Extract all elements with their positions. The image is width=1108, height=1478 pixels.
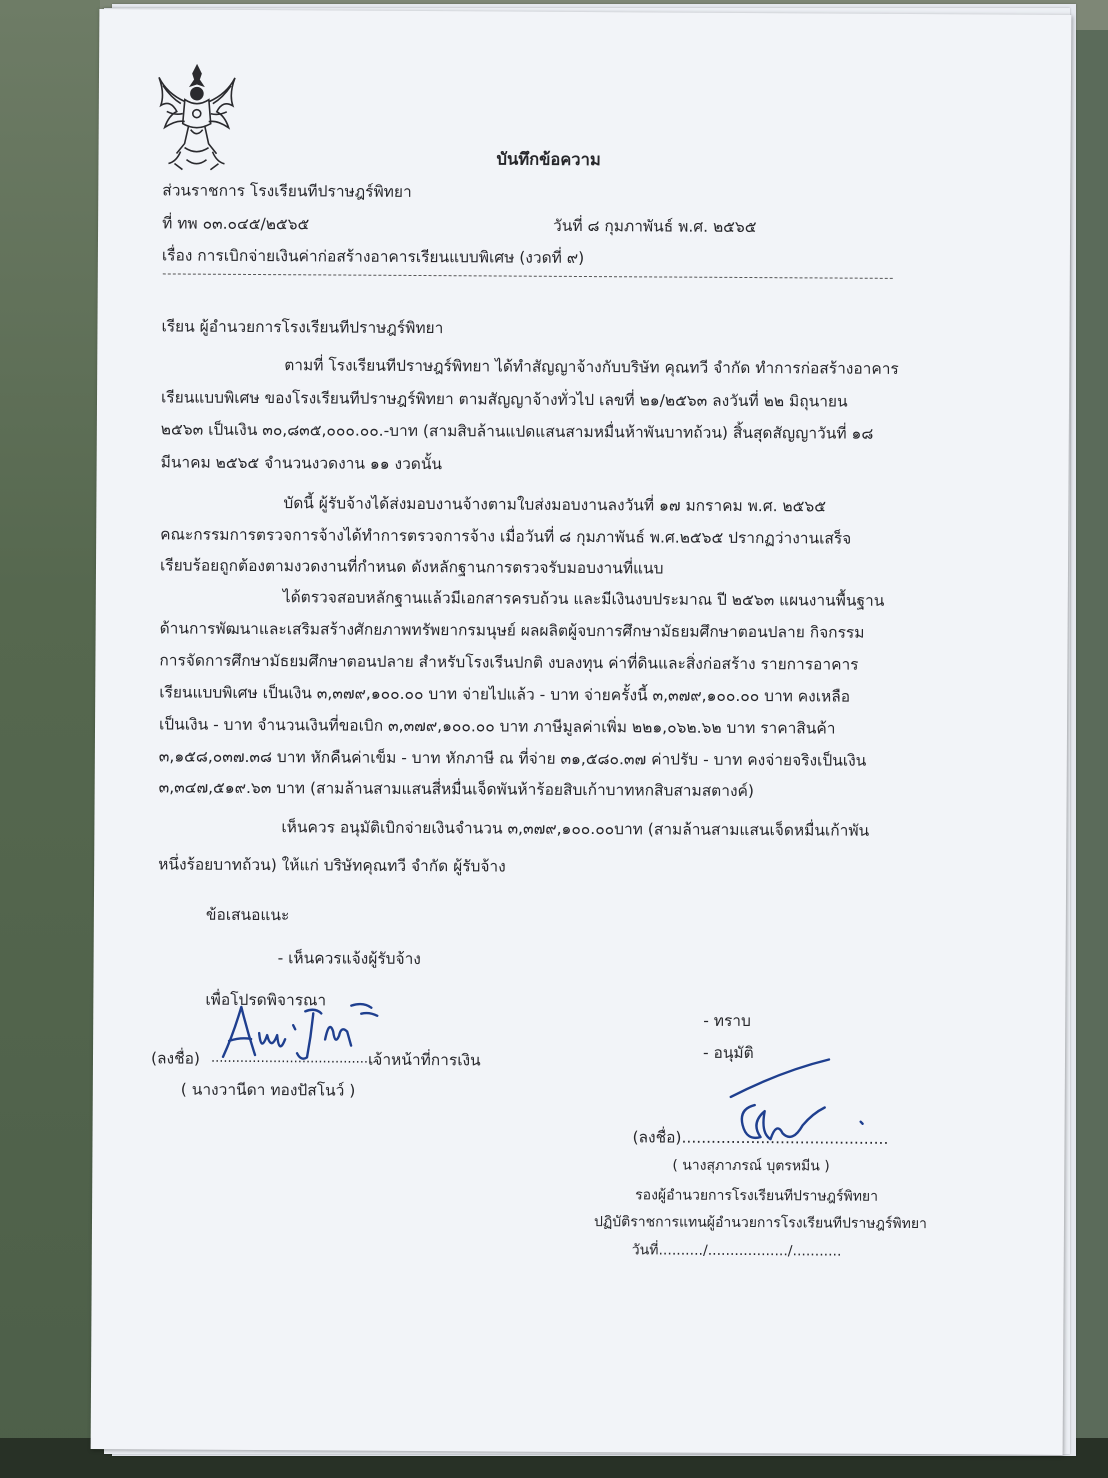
left-sign-position: เจ้าหน้าที่การเงิน: [367, 1050, 481, 1070]
para4-line2: หนึ่งร้อยบาทถ้วน) ให้แก่ บริษัทคุณทวี จำกัด ผู้รับจ้าง: [158, 855, 506, 876]
header-divider: [163, 273, 893, 278]
para3-line4: เรียนแบบพิเศษ เป็นเงิน ๓,๓๗๙,๑๐๐.๐๐ บาท จ่ายไปแล้ว - บาท จ่ายครั้งนี้ ๓,๓๗๙,๑๐๐.๐๐ บาท คงเหลือ: [159, 683, 851, 706]
memo-date: วันที่ ๘ กุมภาพันธ์ พ.ศ. ๒๕๖๕: [553, 216, 757, 237]
recommend-heading: ข้อเสนอแนะ: [205, 905, 290, 925]
closing-line: เพื่อโปรดพิจารณา: [205, 990, 327, 1010]
left-sign-name: ( นางวานีดา ทองปัสโนว์ ): [180, 1080, 356, 1100]
right-sign-line: (ลงชื่อ)..........................................: [632, 1128, 889, 1148]
para2-line3: เรียบร้อยถูกต้องตามงวดงานที่กำหนด ดังหลักฐานการตรวจรับมอบงานที่แนบ: [159, 556, 664, 578]
salutation: เรียน ผู้อำนวยการโรงเรียนทีปราษฎร์พิทยา: [161, 317, 444, 338]
right-sign-position-1: รองผู้อำนวยการโรงเรียนทีปราษฎร์พิทยา: [635, 1187, 879, 1205]
para2-line1: บัดนี้ ผู้รับจ้างได้ส่งมอบงานจ้างตามใบส่งมอบงานลงวันที่ ๑๗ มกราคม พ.ศ. ๒๕๖๕: [283, 494, 827, 516]
memo-document: [91, 9, 1072, 1455]
para3-line1: ได้ตรวจสอบหลักฐานแล้วมีเอกสารครบถ้วน และมีเงินงบประมาณ ปี ๒๕๖๓ แผนงานพื้นฐาน: [282, 588, 885, 610]
reference-number: ที่ ทพ ๐๓.๐๔๕/๒๕๖๕: [162, 214, 310, 234]
para1-line2: เรียนแบบพิเศษ ของโรงเรียนทีปราษฎร์พิทยา ตามสัญญาจ้างทั่วไป เลขที่ ๒๑/๒๕๖๓ ลงวันที่ ๒๒ มิถุนายน: [160, 388, 848, 411]
right-sign-position-2: ปฏิบัติราชการแทนผู้อำนวยการโรงเรียนทีปราษฎร์พิทยา: [593, 1214, 927, 1233]
para2-line2: คณะกรรมการตรวจการจ้างได้ทำการตรวจการจ้าง เมื่อวันที่ ๘ กุมภาพันธ์ พ.ศ.๒๕๖๕ ปรากฏว่างานเสร็จ: [160, 525, 852, 548]
para3-line3: การจัดการศึกษามัธยมศึกษาตอนปลาย สำหรับโรงเรีนปกติ งบลงทุน ค่าที่ดินและสิ่งก่อสร้าง รายการอาคาร: [159, 651, 859, 674]
option-approve: - อนุมัติ: [702, 1043, 754, 1063]
memo-title: บันทึกข้อความ: [496, 149, 601, 170]
background-left: [0, 0, 100, 1478]
option-acknowledge: - ทราบ: [703, 1011, 751, 1031]
para4-line1: เห็นควร อนุมัติเบิกจ่ายเงินจำนวน ๓,๓๗๙,๑๐๐.๐๐บาท (สามล้านสามแสนเจ็ดหมื่นเก้าพัน: [281, 818, 870, 840]
right-sign-date: วันที่........../................../...........: [631, 1242, 842, 1260]
garuda-emblem-icon: [154, 63, 239, 174]
left-handwritten-signature: [211, 995, 381, 1066]
right-sign-name: ( นางสุภาภรณ์ บุตรหมีน ): [672, 1157, 830, 1175]
para3-line7: ๓,๓๔๗,๕๑๙.๖๓ บาท (สามล้านสามแสนสี่หมื่นเจ็ดพันห้าร้อยสิบเก้าบาทหกสิบสามสตางค์): [158, 778, 755, 801]
para3-line2: ด้านการพัฒนาและเสริมสร้างศักยภาพทรัพยากรมนุษย์ ผลผลิตผู้จบการศึกษามัธยมศึกษาตอนปลาย กิจกรรม: [159, 619, 865, 642]
left-sign-prefix: (ลงชื่อ): [150, 1049, 201, 1068]
department-line: ส่วนราชการ โรงเรียนทีปราษฎร์พิทยา: [162, 181, 412, 201]
para3-line5: เป็นเงิน - บาท จำนวนเงินที่ขอเบิก ๓,๓๗๙,๑๐๐.๐๐ บาท ภาษีมูลค่าเพิ่ม ๒๒๑,๐๖๒.๖๒ บาท ราคาสินค้า: [158, 715, 836, 738]
left-sign-dots: ........................................: [210, 1050, 377, 1067]
para3-line6: ๓,๑๕๘,๐๓๗.๓๘ บาท หักคืนค่าเข็ม - บาท หักภาษี ณ ที่จ่าย ๓๑,๕๘๐.๓๗ ค่าปรับ - บาท คงจ่ายจริงเป็นเงิน: [158, 747, 867, 770]
para1-line1: ตามที่ โรงเรียนทีปราษฎร์พิทยา ได้ทำสัญญาจ้างกับบริษัท คุณทวี จำกัด ทำการก่อสร้างอาคาร: [284, 356, 899, 378]
para1-line3: ๒๕๖๓ เป็นเงิน ๓๐,๘๓๕,๐๐๐.๐๐.-บาท (สามสิบล้านแปดแสนสามหมื่นห้าพันบาทถ้วน) สิ้นสุดสัญญาวันที่ ๑๘: [160, 420, 874, 443]
subject-line: เรื่อง การเบิกจ่ายเงินค่าก่อสร้างอาคารเรียนแบบพิเศษ (งวดที่ ๙): [161, 246, 585, 268]
recommend-item: - เห็นควรแจ้งผู้รับจ้าง: [277, 949, 421, 969]
para1-line4: มีนาคม ๒๕๖๕ จำนวนงวดงาน ๑๑ งวดนั้น: [160, 453, 443, 474]
